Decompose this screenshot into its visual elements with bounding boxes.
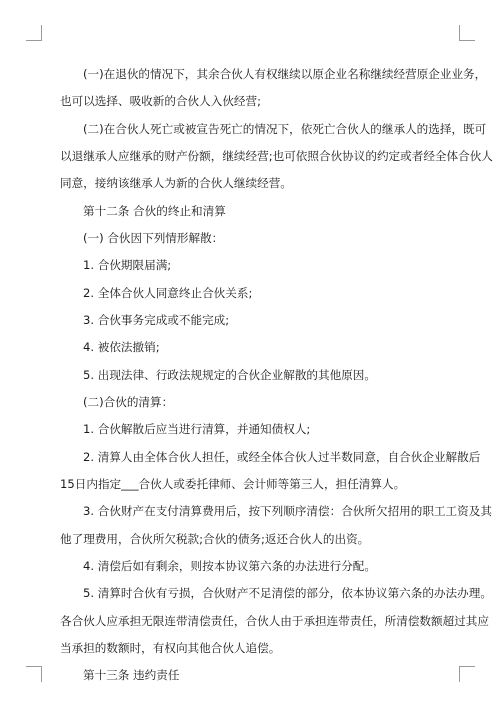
section-heading: 第十三条 违约责任 xyxy=(83,668,180,682)
paragraph-line: 他了理费用，合伙所欠税款;合伙的债务;返还合伙人的出资。 xyxy=(60,532,370,546)
list-item: 5. 出现法律、行政法规规定的合伙企业解散的其他原因。 xyxy=(83,368,376,382)
crop-mark-bottom-left-v xyxy=(41,666,42,682)
paragraph-line: (一) 合伙因下列情形解散： xyxy=(83,231,224,245)
paragraph-line: 15日内指定___合伙人或委托律师、会计师等第三人，担任清算人。 xyxy=(60,477,406,491)
list-item: 4. 清偿后如有剩余，则按本协议第六条的办法进行分配。 xyxy=(83,559,376,573)
section-heading: 第十二条 合伙的终止和清算 xyxy=(83,204,226,218)
crop-mark-top-right-h xyxy=(459,40,475,41)
list-item: 3. 合伙事务完成或不能完成; xyxy=(83,313,230,327)
list-item: 4. 被依法撤销; xyxy=(83,340,160,354)
paragraph-line: 以退继承人应继承的财产份额，继续经营;也可依照合伙协议的约定或者经全体合伙人 xyxy=(60,149,493,163)
crop-mark-bottom-right-h xyxy=(459,666,475,667)
paragraph-line: (二)在合伙人死亡或被宣告死亡的情况下，依死亡合伙人的继承人的选择，既可 xyxy=(83,122,487,136)
paragraph-line: 当承担的数额时，有权向其他合伙人追偿。 xyxy=(60,641,281,655)
crop-mark-top-right-v xyxy=(459,25,460,41)
crop-mark-bottom-right-v xyxy=(459,666,460,682)
list-item: 5. 清算时合伙有亏损，合伙财产不足清偿的部分，依本协议第六条的办法办理。 xyxy=(83,586,492,600)
crop-mark-top-left-v xyxy=(41,25,42,41)
paragraph-line: (二)合伙的清算： xyxy=(83,395,174,409)
list-item: 3. 合伙财产在支付清算费用后，按下列顺序清偿：合伙所欠招用的职工工资及其 xyxy=(83,504,492,518)
paragraph-line: 同意，接纳该继承人为新的合伙人继续经营。 xyxy=(60,176,292,190)
list-item: 2. 全体合伙人同意终止合伙关系; xyxy=(83,286,253,300)
paragraph-line: (一)在退伙的情况下，其余合伙人有权继续以原企业名称继续经营原企业业务， xyxy=(83,67,487,81)
list-item: 2. 清算人由全体合伙人担任，或经全体合伙人过半数同意，自合伙企业解散后 xyxy=(83,450,481,464)
list-item: 1. 合伙期限届满; xyxy=(83,258,172,272)
crop-mark-top-left-h xyxy=(26,40,42,41)
paragraph-line: 各合伙人应承担无限连带清偿责任，合伙人由于承担连带责任，所清偿数额超过其应 xyxy=(60,614,489,628)
list-item: 1. 合伙解散后应当进行清算，并通知债权人; xyxy=(83,422,311,436)
paragraph-line: 也可以选择、吸收新的合伙人入伙经营; xyxy=(60,94,262,108)
crop-mark-bottom-left-h xyxy=(26,666,42,667)
